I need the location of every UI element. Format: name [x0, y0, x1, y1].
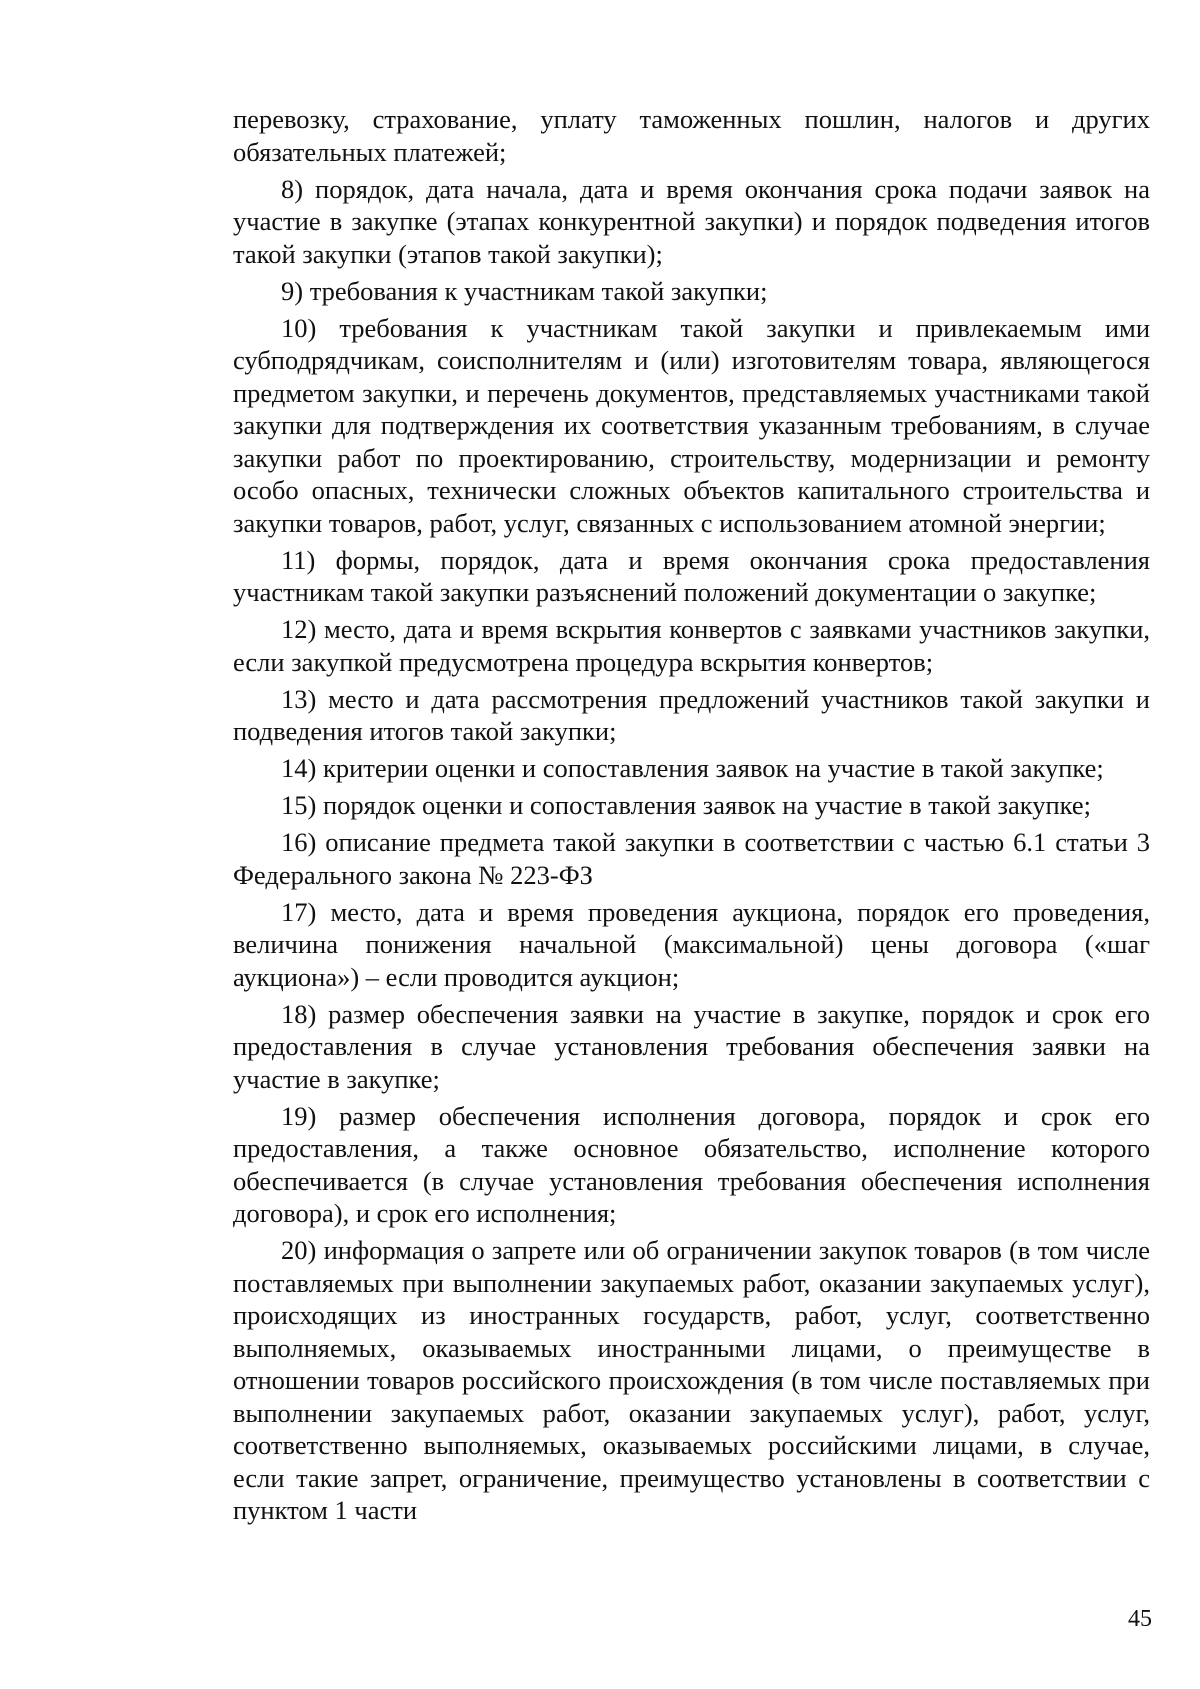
paragraph-item-10: 10) требования к участникам такой закупки и привлекаемым ими субподрядчикам, соисполнителям и (или) изготовителям товара, являющегося предметом закупки, и перечень документов, представляемых участниками такой закупки для подтверждения их соответствия указанным требованиям, в случае закупки работ по проектированию, строительству, модернизации и ремонту особо опасных, технически сложных объектов капитального строительства и закупки товаров, работ, услуг, связанных с использованием атомной энергии; [233, 312, 1150, 538]
paragraph-item-12: 12) место, дата и время вскрытия конвертов с заявками участников закупки, если закупкой предусмотрена процедура вскрытия конвертов; [233, 614, 1150, 677]
paragraph-item-9: 9) требования к участникам такой закупки; [281, 275, 768, 306]
paragraph-item-11: 11) формы, порядок, дата и время окончания срока предоставления участникам такой закупки разъяснений положений документации о закупке; [233, 544, 1150, 607]
paragraph-item-13: 13) место и дата рассмотрения предложений участников такой закупки и подведения итогов такой закупки; [233, 683, 1150, 746]
paragraph-item-15: 15) порядок оценки и сопоставления заявок на участие в такой закупке; [281, 790, 1091, 820]
document-page [233, 103, 1150, 1531]
paragraph-item-14: 14) критерии оценки и сопоставления заявок на участие в такой закупке; [281, 753, 1104, 783]
paragraph-item-8: 8) порядок, дата начала, дата и время окончания срока подачи заявок на участие в закупке (этапах конкурентной закупки) и порядок подведения итогов такой закупки (этапов такой закупки); [233, 173, 1150, 269]
paragraph-continuation: перевозку, страхование, уплату таможенных пошлин, налогов и других обязательных платежей; [233, 104, 1150, 167]
paragraph-item-17: 17) место, дата и время проведения аукциона, порядок его проведения, величина понижения начальной (максимальной) цены договора («шаг аукциона») – если проводится аукцион; [233, 896, 1150, 992]
paragraph-item-19: 19) размер обеспечения исполнения договора, порядок и срок его предоставления, а также основное обязательство, исполнение которого обеспечивается (в случае установления требования обеспечения исполнения договора), и срок его исполнения; [233, 1100, 1150, 1228]
paragraph-item-18: 18) размер обеспечения заявки на участие в закупке, порядок и срок его предоставления в случае установления требования обеспечения заявки на участие в закупке; [233, 998, 1150, 1094]
paragraph-item-16: 16) описание предмета такой закупки в соответствии с частью 6.1 статьи 3 Федерального закона № 223-ФЗ [233, 827, 1150, 890]
paragraph-item-20: 20) информация о запрете или об ограничении закупок товаров (в том числе поставляемых при выполнении закупаемых работ, оказании закупаемых услуг), происходящих из иностранных государств, работ, услуг, соответственно выполняемых, оказываемых иностранными лицами, о преимуществе в отношении товаров российского происхождения (в том числе поставляемых при выполнении закупаемых работ, оказании закупаемых услуг), работ, услуг, соответственно выполняемых, оказываемых российскими лицами, в случае, если такие запрет, ограничение, преимущество установлены в соответствии с пунктом 1 части [233, 1235, 1150, 1525]
page-number: 45 [1128, 1606, 1152, 1632]
